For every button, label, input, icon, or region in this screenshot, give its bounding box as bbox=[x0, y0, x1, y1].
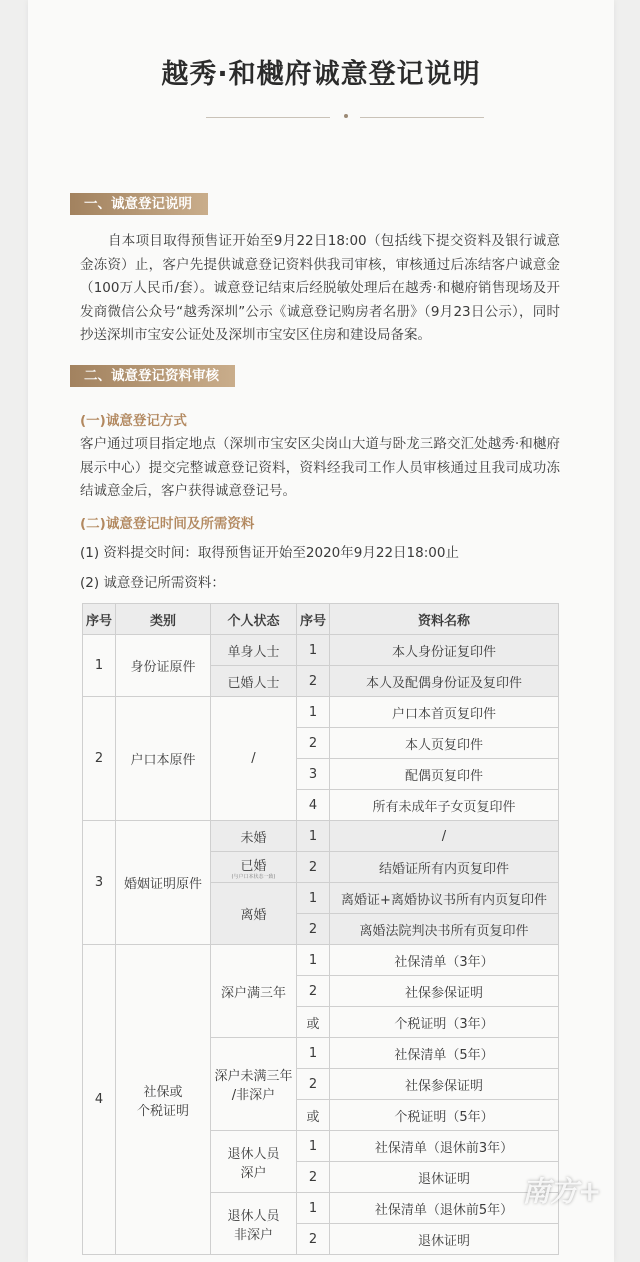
status-line: 非深户 bbox=[233, 1227, 273, 1243]
item-number: 或 bbox=[297, 1007, 330, 1038]
category-cell: 婚姻证明原件 bbox=[116, 821, 211, 945]
item-number: 3 bbox=[297, 759, 330, 790]
item-number: 2 bbox=[297, 976, 330, 1007]
category-cell: 身份证原件 bbox=[116, 635, 211, 697]
item-number: 2 bbox=[297, 852, 330, 883]
title-divider-left bbox=[206, 117, 330, 118]
table-row bbox=[83, 821, 559, 852]
item-name: 社保清单（3年） bbox=[330, 945, 559, 976]
item-number: 2 bbox=[297, 1224, 330, 1255]
section-1-paragraph: 自本项目取得预售证开始至9月22日18:00（包括线下提交资料及银行诚意金冻资）止，客户先提供诚意登记资料供我司审核，审核通过后冻结客户诚意金（100万人民币/套）。诚意登记结束后经脱敏处理后在越秀·和樾府销售现场及开发商微信公众号“越秀深圳”公示《诚意登记购房者名册》（9月23日公示），同时抄送深圳市宝安公证处及深圳市宝安区住房和建设局备案。 bbox=[80, 233, 560, 343]
item-number: 1 bbox=[297, 883, 330, 914]
section-heading-1: 一、诚意登记说明 bbox=[70, 193, 208, 215]
item-name: 离婚证+离婚协议书所有内页复印件 bbox=[330, 883, 559, 914]
requirements-table bbox=[82, 603, 559, 1255]
table-row bbox=[83, 945, 559, 976]
row-number: 1 bbox=[83, 635, 116, 697]
item-name: 本人及配偶身份证及复印件 bbox=[330, 666, 559, 697]
item-name: 离婚法院判决书所有页复印件 bbox=[330, 914, 559, 945]
item-number: 1 bbox=[297, 1038, 330, 1069]
subheading-method: (一)诚意登记方式 bbox=[80, 413, 187, 429]
watermark-logo: 南方+ bbox=[522, 1175, 602, 1208]
status-cell bbox=[211, 1193, 297, 1255]
item-number: 1 bbox=[297, 1193, 330, 1224]
item-number: 1 bbox=[297, 697, 330, 728]
header-cell: 资料名称 bbox=[330, 604, 559, 635]
item-name: 社保参保证明 bbox=[330, 976, 559, 1007]
status-line: 退休人员 bbox=[227, 1208, 280, 1224]
subheading-time-docs: (二)诚意登记时间及所需资料 bbox=[80, 516, 255, 532]
table-row bbox=[83, 697, 559, 728]
status-line: 深户 bbox=[240, 1165, 267, 1181]
category-line: 个税证明 bbox=[136, 1103, 189, 1119]
item-number: 2 bbox=[297, 666, 330, 697]
item-number: 1 bbox=[297, 635, 330, 666]
category-cell bbox=[116, 945, 211, 1255]
item-number: 2 bbox=[297, 728, 330, 759]
status-note: (与户口本状态一致) bbox=[231, 873, 276, 880]
status-cell: 深户满三年 bbox=[211, 945, 297, 1038]
item-name: 社保清单（退休前3年） bbox=[330, 1131, 559, 1162]
status-line: 深户未满三年 bbox=[214, 1069, 293, 1084]
row-number: 4 bbox=[83, 945, 116, 1255]
row-number: 2 bbox=[83, 697, 116, 821]
header-cell: 类别 bbox=[116, 604, 211, 635]
item-number: 2 bbox=[297, 914, 330, 945]
item-name: 社保参保证明 bbox=[330, 1069, 559, 1100]
status-cell: 离婚 bbox=[211, 883, 297, 945]
item-name: 退休证明 bbox=[330, 1224, 559, 1255]
status-cell: / bbox=[211, 697, 297, 821]
item-name: 退休证明 bbox=[330, 1162, 559, 1193]
status-cell bbox=[211, 1038, 297, 1131]
item-number: 1 bbox=[297, 945, 330, 976]
method-paragraph: 客户通过项目指定地点（深圳市宝安区尖岗山大道与卧龙三路交汇处越秀·和樾府展示中心）提交完整诚意登记资料，资料经我司工作人员审核通过且我司成功冻结诚意金后，客户获得诚意登记号。 bbox=[80, 436, 560, 499]
table-row bbox=[83, 635, 559, 666]
header-cell: 个人状态 bbox=[211, 604, 297, 635]
status-line: /非深户 bbox=[231, 1088, 276, 1103]
page-title: 越秀·和樾府诚意登记说明 bbox=[161, 59, 481, 90]
item-number: 1 bbox=[297, 1131, 330, 1162]
item-name: 社保清单（退休前5年） bbox=[330, 1193, 559, 1224]
submission-time-line: (1) 资料提交时间：取得预售证开始至2020年9月22日18:00止 bbox=[80, 545, 459, 561]
item-number: 4 bbox=[297, 790, 330, 821]
item-number: 2 bbox=[297, 1162, 330, 1193]
item-number: 或 bbox=[297, 1100, 330, 1131]
category-line: 社保或 bbox=[143, 1084, 183, 1100]
item-name: / bbox=[330, 821, 559, 852]
title-divider-right bbox=[360, 117, 484, 118]
item-number: 1 bbox=[297, 821, 330, 852]
item-name: 所有未成年子女页复印件 bbox=[330, 790, 559, 821]
item-name: 个税证明（5年） bbox=[330, 1100, 559, 1131]
status-label: 已婚 bbox=[240, 858, 267, 874]
title-divider-dot bbox=[344, 114, 348, 118]
item-name: 个税证明（3年） bbox=[330, 1007, 559, 1038]
status-cell: 单身人士 bbox=[211, 635, 297, 666]
category-cell: 户口本原件 bbox=[116, 697, 211, 821]
section-heading-2: 二、诚意登记资料审核 bbox=[70, 365, 235, 387]
header-cell: 序号 bbox=[83, 604, 116, 635]
status-line: 退休人员 bbox=[227, 1146, 280, 1162]
status-cell: 未婚 bbox=[211, 821, 297, 852]
row-number: 3 bbox=[83, 821, 116, 945]
item-name: 社保清单（5年） bbox=[330, 1038, 559, 1069]
item-name: 配偶页复印件 bbox=[330, 759, 559, 790]
item-number: 2 bbox=[297, 1069, 330, 1100]
item-name: 户口本首页复印件 bbox=[330, 697, 559, 728]
required-docs-line: (2) 诚意登记所需资料： bbox=[80, 575, 225, 591]
status-cell: 已婚人士 bbox=[211, 666, 297, 697]
item-name: 本人页复印件 bbox=[330, 728, 559, 759]
header-cell: 序号 bbox=[297, 604, 330, 635]
item-name: 本人身份证复印件 bbox=[330, 635, 559, 666]
table-header-row bbox=[83, 604, 559, 635]
status-cell bbox=[211, 1131, 297, 1193]
item-name: 结婚证所有内页复印件 bbox=[330, 852, 559, 883]
status-cell bbox=[211, 852, 297, 883]
